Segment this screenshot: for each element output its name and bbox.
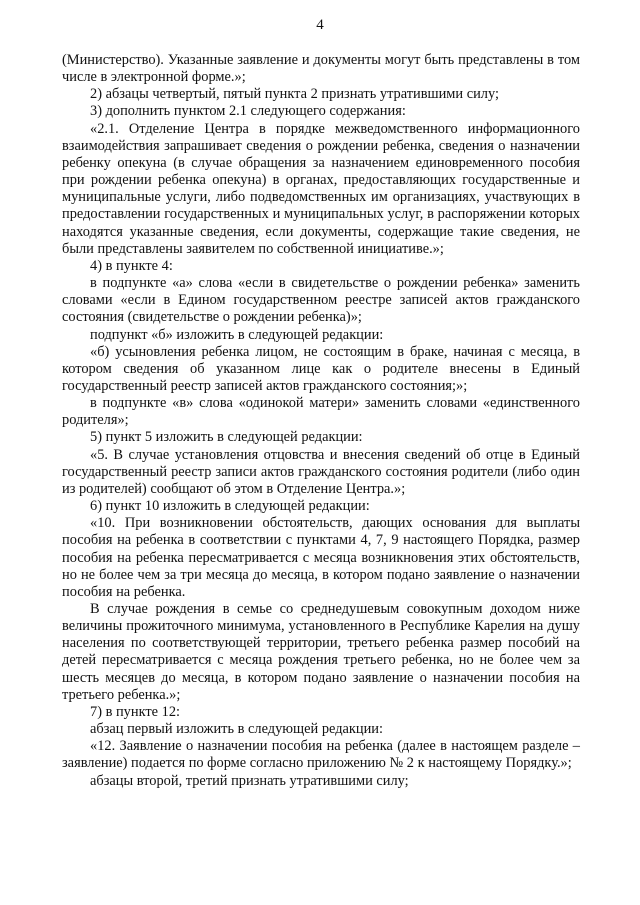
paragraph-subitem-b-text: «б) усыновления ребенка лицом, не состоящим в браке, начиная с месяца, в котором сведения об указанном лице как о родителе внесены в Единый государственный реестр записей актов гражданского состояния;»; (62, 343, 580, 394)
paragraph-item-6: 6) пункт 10 изложить в следующей редакции: (90, 498, 370, 515)
paragraph-clause-12: «12. Заявление о назначении пособия на ребенка (далее в настоящем разделе – заявление) подается по форме согласно приложению № 2 к настоящему Порядку.»; (62, 738, 580, 772)
paragraph-continuation: (Министерство). Указанные заявление и документы могут быть представлены в том числе в электронной форме.»; (62, 52, 580, 86)
document-body (62, 52, 580, 790)
paragraph-clause-2-1: «2.1. Отделение Центра в порядке межведомственного информационного взаимодействия запрашивает сведения о рождении ребенка, сведения о назначении ребенку опекуна (в случае обращения за назначением единовременного пособия при рождении ребенка опекуна) в органах, предоставляющих государственные и муниципальные услуги, либо подведомственных им организациях, участвующих в предоставлении государственных и муниципальных услуг, в распоряжении которых находятся указанные сведения, если документы, содержащие такие сведения, не были представлены заявителем по собственной инициативе.»; (62, 120, 580, 257)
paragraph-item-7-intro: абзац первый изложить в следующей редакции: (90, 721, 384, 738)
paragraph-subitem-v: в подпункте «в» слова «одинокой матери» заменить словами «единственного родителя»; (62, 395, 580, 429)
paragraph-item-4: 4) в пункте 4: (90, 257, 173, 274)
paragraph-clause-10: «10. При возникновении обстоятельств, дающих основания для выплаты пособия на ребенка в соответствии с пунктами 4, 7, 9 настоящего Порядка, размер пособия на ребенка пересматривается с месяца возникновения этих обстоятельств, но не более чем за три месяца до месяца, в котором подано заявление о назначении пособия на ребенка. (62, 515, 580, 600)
paragraph-clause-10-part-2: В случае рождения в семье со среднедушевым совокупным доходом ниже величины прожиточного минимума, установленного в Республике Карелия на душу населения по соответствующей территории, третьего ребенка размер пособий на детей пересматривается с месяца рождения третьего ребенка, но не более чем за шесть месяцев до месяца, в котором подано заявление о назначении пособия на третьего ребенка.»; (62, 601, 580, 703)
paragraph-item-2: 2) абзацы четвертый, пятый пункта 2 признать утратившими силу; (90, 86, 499, 103)
paragraph-item-5: 5) пункт 5 изложить в следующей редакции: (90, 429, 363, 446)
paragraph-item-7: 7) в пункте 12: (90, 703, 181, 720)
paragraph-item-3: 3) дополнить пунктом 2.1 следующего содержания: (90, 103, 406, 120)
paragraph-subitem-a: в подпункте «а» слова «если в свидетельстве о рождении ребенка» заменить словами «если в Едином государственном реестре записей актов гражданского состояния (свидетельстве о рождении ребенка)»; (62, 275, 580, 326)
page-number: 4 (316, 17, 324, 33)
paragraph-clause-5: «5. В случае установления отцовства и внесения сведений об отце в Единый государственный реестр записи актов гражданского состояния родители (либо один из родителей) сообщают об этом в Отделение Центра.»; (62, 446, 580, 497)
paragraph-item-7-last: абзацы второй, третий признать утратившими силу; (90, 772, 409, 789)
paragraph-subitem-b-intro: подпункт «б» изложить в следующей редакции: (90, 326, 384, 343)
